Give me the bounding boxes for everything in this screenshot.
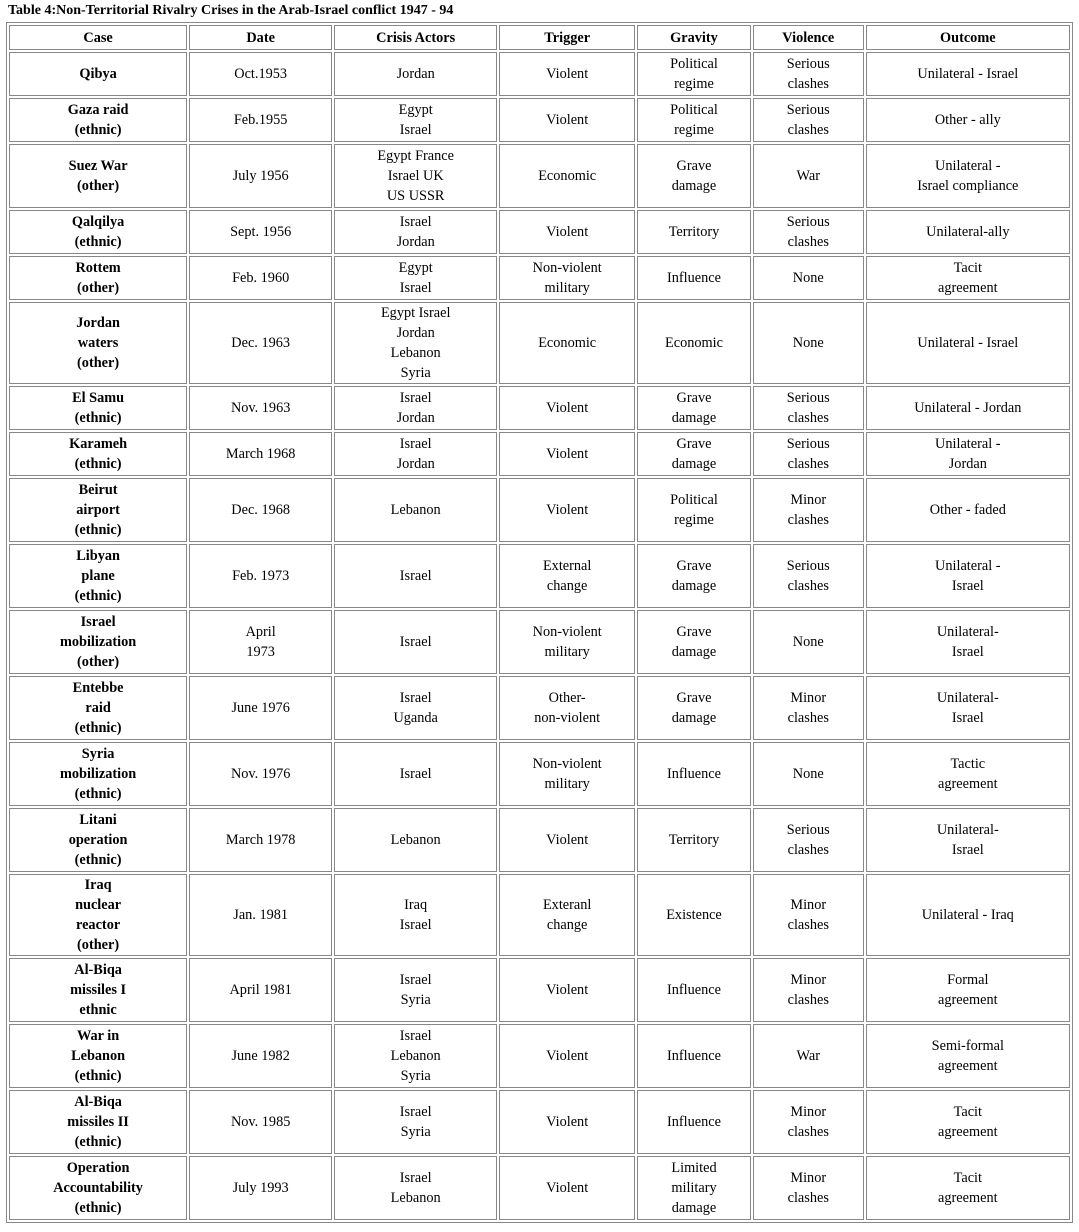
col-header-outcome: Outcome [866,25,1070,50]
cell-outcome: Other - ally [866,98,1070,142]
cell-gravity: Grave damage [637,386,751,430]
cell-violence: Serious clashes [753,808,864,872]
cell-trigger: Non-violent military [499,256,635,300]
cell-violence: Minor clashes [753,676,864,740]
cell-case: Suez War (other) [9,144,187,208]
cell-outcome: Unilateral-ally [866,210,1070,254]
cell-date: June 1982 [189,1024,332,1088]
cell-date: Jan. 1981 [189,874,332,956]
cell-violence: Serious clashes [753,386,864,430]
cell-trigger: Violent [499,432,635,476]
cell-violence: Serious clashes [753,98,864,142]
cell-date: Oct.1953 [189,52,332,96]
cell-date: March 1968 [189,432,332,476]
cell-gravity: Limited military damage [637,1156,751,1220]
cell-date: Feb.1955 [189,98,332,142]
cell-gravity: Influence [637,742,751,806]
cell-gravity: Grave damage [637,432,751,476]
table-title: Table 4:Non-Territorial Rivalry Crises in the Arab-Israel conflict 1947 - 94 [8,3,454,18]
cell-crisis-actors: Israel Lebanon Syria [334,1024,497,1088]
cell-trigger: External change [499,544,635,608]
cell-trigger: Violent [499,478,635,542]
cell-date: Feb. 1973 [189,544,332,608]
table-row [9,52,1070,96]
cell-case: Karameh (ethnic) [9,432,187,476]
table-row [9,874,1070,956]
cell-trigger: Economic [499,302,635,384]
table-row [9,432,1070,476]
cell-outcome: Unilateral - Jordan [866,386,1070,430]
cell-case: Litani operation (ethnic) [9,808,187,872]
cell-case: Syria mobilization (ethnic) [9,742,187,806]
cell-trigger: Non-violent military [499,610,635,674]
cell-trigger: Violent [499,210,635,254]
cell-crisis-actors: Iraq Israel [334,874,497,956]
cell-case: El Samu (ethnic) [9,386,187,430]
cell-date: July 1956 [189,144,332,208]
cell-date: Nov. 1976 [189,742,332,806]
cell-case: Entebbe raid (ethnic) [9,676,187,740]
col-header-crisis-actors: Crisis Actors [334,25,497,50]
table-row [9,544,1070,608]
cell-date: March 1978 [189,808,332,872]
cell-violence: Minor clashes [753,874,864,956]
cell-outcome: Other - faded [866,478,1070,542]
table-row [9,386,1070,430]
cell-case: Qibya [9,52,187,96]
cell-gravity: Influence [637,1024,751,1088]
cell-crisis-actors: Egypt Israel Jordan Lebanon Syria [334,302,497,384]
cell-violence: None [753,302,864,384]
cell-date: Sept. 1956 [189,210,332,254]
cell-trigger: Economic [499,144,635,208]
cell-crisis-actors: Israel Jordan [334,210,497,254]
cell-case: Qalqilya (ethnic) [9,210,187,254]
table-row [9,1024,1070,1088]
cell-violence: Serious clashes [753,432,864,476]
table-row [9,210,1070,254]
cell-case: Iraq nuclear reactor (other) [9,874,187,956]
cell-violence: Serious clashes [753,52,864,96]
cell-crisis-actors: Israel [334,544,497,608]
cell-crisis-actors: Israel Lebanon [334,1156,497,1220]
cell-gravity: Grave damage [637,610,751,674]
table-row [9,144,1070,208]
table-row [9,742,1070,806]
cell-violence: Serious clashes [753,544,864,608]
cell-date: July 1993 [189,1156,332,1220]
cell-gravity: Economic [637,302,751,384]
cell-gravity: Political regime [637,478,751,542]
cell-violence: Serious clashes [753,210,864,254]
cell-crisis-actors: Israel Syria [334,958,497,1022]
table-row [9,808,1070,872]
cell-outcome: Unilateral - Iraq [866,874,1070,956]
table-row [9,1090,1070,1154]
crises-table [6,22,1073,1223]
cell-case: Rottem (other) [9,256,187,300]
cell-trigger: Violent [499,1156,635,1220]
cell-outcome: Tacit agreement [866,1156,1070,1220]
cell-crisis-actors: Lebanon [334,478,497,542]
table-row [9,958,1070,1022]
cell-date: Dec. 1968 [189,478,332,542]
cell-gravity: Grave damage [637,676,751,740]
table-row [9,676,1070,740]
cell-violence: None [753,742,864,806]
table-row [9,256,1070,300]
cell-violence: None [753,256,864,300]
col-header-case: Case [9,25,187,50]
col-header-date: Date [189,25,332,50]
cell-outcome: Semi-formal agreement [866,1024,1070,1088]
cell-case: Al-Biqa missiles II (ethnic) [9,1090,187,1154]
cell-date: Nov. 1963 [189,386,332,430]
table-row [9,1156,1070,1220]
cell-gravity: Grave damage [637,144,751,208]
cell-trigger: Exteranl change [499,874,635,956]
table-row [9,302,1070,384]
cell-trigger: Violent [499,808,635,872]
cell-trigger: Violent [499,958,635,1022]
cell-outcome: Unilateral - Israel [866,52,1070,96]
cell-crisis-actors: Israel [334,610,497,674]
cell-gravity: Grave damage [637,544,751,608]
col-header-violence: Violence [753,25,864,50]
cell-violence: Minor clashes [753,478,864,542]
cell-crisis-actors: Israel Uganda [334,676,497,740]
cell-outcome: Unilateral- Israel [866,808,1070,872]
cell-violence: None [753,610,864,674]
cell-date: Nov. 1985 [189,1090,332,1154]
table-row [9,478,1070,542]
cell-case: Operation Accountability (ethnic) [9,1156,187,1220]
cell-gravity: Territory [637,210,751,254]
cell-gravity: Influence [637,256,751,300]
header-row [9,25,1070,50]
cell-case: Al-Biqa missiles I ethnic [9,958,187,1022]
cell-outcome: Unilateral- Israel [866,610,1070,674]
cell-outcome: Tacit agreement [866,1090,1070,1154]
cell-date: June 1976 [189,676,332,740]
cell-crisis-actors: Israel Syria [334,1090,497,1154]
cell-trigger: Violent [499,52,635,96]
cell-trigger: Violent [499,98,635,142]
cell-outcome: Unilateral- Israel [866,676,1070,740]
cell-outcome: Tactic agreement [866,742,1070,806]
table-row [9,610,1070,674]
cell-date: April 1973 [189,610,332,674]
cell-violence: War [753,144,864,208]
cell-gravity: Existence [637,874,751,956]
cell-trigger: Violent [499,1090,635,1154]
cell-violence: Minor clashes [753,1090,864,1154]
cell-gravity: Political regime [637,52,751,96]
cell-crisis-actors: Israel Jordan [334,432,497,476]
cell-outcome: Unilateral - Jordan [866,432,1070,476]
cell-outcome: Unilateral - Israel [866,544,1070,608]
cell-case: Israel mobilization (other) [9,610,187,674]
cell-violence: War [753,1024,864,1088]
cell-case: Libyan plane (ethnic) [9,544,187,608]
cell-trigger: Violent [499,386,635,430]
cell-case: Beirut airport (ethnic) [9,478,187,542]
cell-gravity: Territory [637,808,751,872]
col-header-gravity: Gravity [637,25,751,50]
cell-crisis-actors: Israel [334,742,497,806]
cell-case: Gaza raid (ethnic) [9,98,187,142]
cell-gravity: Influence [637,958,751,1022]
cell-case: Jordan waters (other) [9,302,187,384]
cell-crisis-actors: Israel Jordan [334,386,497,430]
cell-date: Feb. 1960 [189,256,332,300]
cell-date: April 1981 [189,958,332,1022]
cell-outcome: Tacit agreement [866,256,1070,300]
cell-outcome: Unilateral - Israel compliance [866,144,1070,208]
cell-trigger: Non-violent military [499,742,635,806]
cell-violence: Minor clashes [753,1156,864,1220]
cell-case: War in Lebanon (ethnic) [9,1024,187,1088]
cell-outcome: Unilateral - Israel [866,302,1070,384]
cell-gravity: Political regime [637,98,751,142]
table-body [9,52,1070,1220]
cell-crisis-actors: Egypt France Israel UK US USSR [334,144,497,208]
cell-crisis-actors: Egypt Israel [334,98,497,142]
cell-trigger: Violent [499,1024,635,1088]
cell-date: Dec. 1963 [189,302,332,384]
cell-crisis-actors: Egypt Israel [334,256,497,300]
cell-trigger: Other- non-violent [499,676,635,740]
col-header-trigger: Trigger [499,25,635,50]
table-row [9,98,1070,142]
cell-outcome: Formal agreement [866,958,1070,1022]
cell-crisis-actors: Lebanon [334,808,497,872]
cell-gravity: Influence [637,1090,751,1154]
cell-crisis-actors: Jordan [334,52,497,96]
cell-violence: Minor clashes [753,958,864,1022]
